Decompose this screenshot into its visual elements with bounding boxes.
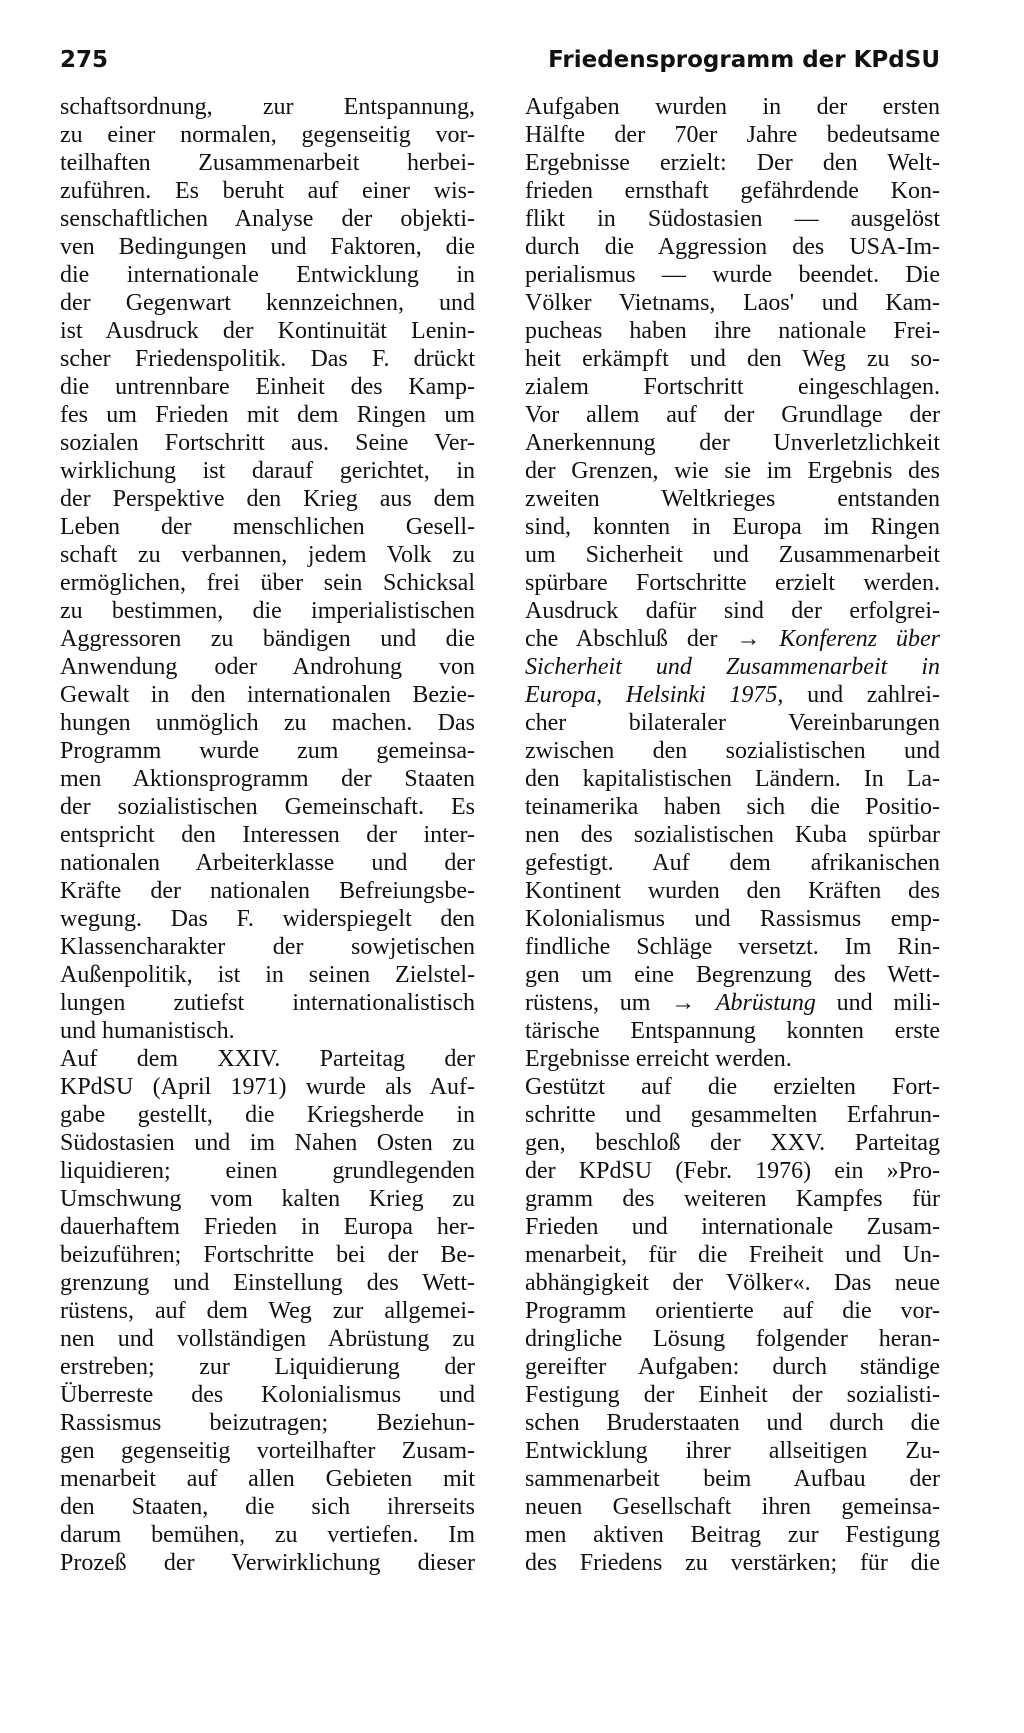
text-line: beizuführen; Fortschritte bei der Be- xyxy=(60,1242,475,1268)
text-line: gefestigt. Auf dem afrikanischen xyxy=(525,850,940,876)
text-line: um Sicherheit und Zusammenarbeit xyxy=(525,542,940,568)
text-line: neuen Gesellschaft ihren gemeinsa- xyxy=(525,1494,940,1520)
text-line: der Grenzen, wie sie im Ergebnis des xyxy=(525,458,940,484)
text-line: Hälfte der 70er Jahre bedeutsame xyxy=(525,122,940,148)
text-line: frieden ernsthaft gefährdende Kon- xyxy=(525,178,940,204)
text-line: Entwicklung ihrer allseitigen Zu- xyxy=(525,1438,940,1464)
text-line: KPdSU (April 1971) wurde als Auf- xyxy=(60,1074,475,1100)
text-line xyxy=(525,681,940,709)
text-line: schaftsordnung, zur Entspannung, xyxy=(60,94,475,120)
cross-reference-text: Abrüstung xyxy=(715,990,816,1016)
text-line: scher Friedenspolitik. Das F. drückt xyxy=(60,346,475,372)
text-line: gen um eine Begrenzung des Wett- xyxy=(525,962,940,988)
text-column-right xyxy=(525,93,940,1577)
page-header xyxy=(60,40,940,80)
text-line: ven Bedingungen und Faktoren, die xyxy=(60,234,475,260)
text-line: gabe gestellt, die Kriegsherde in xyxy=(60,1102,475,1128)
text-segment: und mili- xyxy=(815,990,940,1016)
text-line: Gestützt auf die erzielten Fort- xyxy=(525,1074,940,1100)
text-line: schaft zu verbannen, jedem Volk zu xyxy=(60,542,475,568)
text-line: nen und vollständigen Abrüstung zu xyxy=(60,1326,475,1352)
text-line: die untrennbare Einheit des Kamp- xyxy=(60,374,475,400)
text-line: cher bilateraler Vereinbarungen xyxy=(525,710,940,736)
text-line: des Friedens zu verstärken; für die xyxy=(525,1550,940,1576)
text-line: Umschwung vom kalten Krieg zu xyxy=(60,1186,475,1212)
text-line: die internationale Entwicklung in xyxy=(60,262,475,288)
text-line xyxy=(525,653,940,681)
text-segment: und zahlrei- xyxy=(783,682,940,708)
text-line: grenzung und Einstellung des Wett- xyxy=(60,1270,475,1296)
text-line: Programm orientierte auf die vor- xyxy=(525,1298,940,1324)
text-line: senschaftlichen Analyse der objekti- xyxy=(60,206,475,232)
text-line: teilhaften Zusammenarbeit herbei- xyxy=(60,150,475,176)
text-line: Programm wurde zum gemeinsa- xyxy=(60,738,475,764)
text-line: nationalen Arbeiterklasse und der xyxy=(60,850,475,876)
text-line: dauerhaftem Frieden in Europa her- xyxy=(60,1214,475,1240)
text-line: Prozeß der Verwirklichung dieser xyxy=(60,1550,475,1576)
text-segment: rüstens, um → xyxy=(525,990,716,1016)
text-line: sind, konnten in Europa im Ringen xyxy=(525,514,940,540)
running-head: Friedensprogramm der KPdSU xyxy=(548,47,940,73)
text-line: liquidieren; einen grundlegenden xyxy=(60,1158,475,1184)
text-line xyxy=(525,989,940,1017)
text-line: Klassencharakter der sowjetischen xyxy=(60,934,475,960)
text-line: Völker Vietnams, Laos' und Kam- xyxy=(525,290,940,316)
text-segment: che Abschluß der → xyxy=(525,626,780,652)
text-line: Ergebnisse erreicht werden. xyxy=(525,1046,792,1072)
text-line: tärische Entspannung konnten erste xyxy=(525,1018,940,1044)
cross-reference-text: Europa, Helsinki 1975, xyxy=(525,682,784,708)
text-line: wegung. Das F. widerspiegelt den xyxy=(60,906,475,932)
text-line: entspricht den Interessen der inter- xyxy=(60,822,475,848)
text-line: Frieden und internationale Zusam- xyxy=(525,1214,940,1240)
text-line: hungen unmöglich zu machen. Das xyxy=(60,710,475,736)
text-line: zialem Fortschritt eingeschlagen. xyxy=(525,374,940,400)
text-line: ermöglichen, frei über sein Schicksal xyxy=(60,570,475,596)
dictionary-page xyxy=(60,40,940,1700)
text-line: zu einer normalen, gegenseitig vor- xyxy=(60,122,475,148)
text-line: zu bestimmen, die imperialistischen xyxy=(60,598,475,624)
text-line: schritte und gesammelten Erfahrun- xyxy=(525,1102,940,1128)
text-line: Anwendung oder Androhung von xyxy=(60,654,475,680)
text-column-left xyxy=(60,93,475,1577)
text-line: Außenpolitik, ist in seinen Zielstel- xyxy=(60,962,475,988)
text-line: Kolonialismus und Rassismus emp- xyxy=(525,906,940,932)
text-line: fes um Frieden mit dem Ringen um xyxy=(60,402,475,428)
text-line: Auf dem XXIV. Parteitag der xyxy=(60,1046,475,1072)
text-line: darum bemühen, zu vertiefen. Im xyxy=(60,1522,475,1548)
text-line: Rassismus beizutragen; Beziehun- xyxy=(60,1410,475,1436)
text-line: findliche Schläge versetzt. Im Rin- xyxy=(525,934,940,960)
text-line: schen Bruderstaaten und durch die xyxy=(525,1410,940,1436)
text-line: Ausdruck dafür sind der erfolgrei- xyxy=(525,598,940,624)
text-line: teinamerika haben sich die Positio- xyxy=(525,794,940,820)
text-line: Aggressoren zu bändigen und die xyxy=(60,626,475,652)
text-line: abhängigkeit der Völker«. Das neue xyxy=(525,1270,940,1296)
text-line: Südostasien und im Nahen Osten zu xyxy=(60,1130,475,1156)
text-line: Kräfte der nationalen Befreiungsbe- xyxy=(60,878,475,904)
text-line: zweiten Weltkrieges entstanden xyxy=(525,486,940,512)
text-line: wirklichung ist darauf gerichtet, in xyxy=(60,458,475,484)
text-line: menarbeit auf allen Gebieten mit xyxy=(60,1466,475,1492)
text-line: zwischen den sozialistischen und xyxy=(525,738,940,764)
text-line: spürbare Fortschritte erzielt werden. xyxy=(525,570,940,596)
text-line: gen gegenseitig vorteilhafter Zusam- xyxy=(60,1438,475,1464)
text-line: sammenarbeit beim Aufbau der xyxy=(525,1466,940,1492)
text-line: ist Ausdruck der Kontinuität Lenin- xyxy=(60,318,475,344)
cross-reference-text: Sicherheit und Zusammenarbeit in xyxy=(525,654,940,680)
text-line: Aufgaben wurden in der ersten xyxy=(525,94,940,120)
text-line: dringliche Lösung folgender heran- xyxy=(525,1326,940,1352)
text-line: Gewalt in den internationalen Bezie- xyxy=(60,682,475,708)
text-line: erstreben; zur Liquidierung der xyxy=(60,1354,475,1380)
text-line: lungen zutiefst internationalistisch xyxy=(60,990,475,1016)
text-line: nen des sozialistischen Kuba spürbar xyxy=(525,822,940,848)
text-line: heit erkämpft und den Weg zu so- xyxy=(525,346,940,372)
text-line: der Perspektive den Krieg aus dem xyxy=(60,486,475,512)
text-line: durch die Aggression des USA-Im- xyxy=(525,234,940,260)
text-line: Anerkennung der Unverletzlichkeit xyxy=(525,430,940,456)
text-line: Vor allem auf der Grundlage der xyxy=(525,402,940,428)
text-line: den Staaten, die sich ihrerseits xyxy=(60,1494,475,1520)
text-line: gereifter Aufgaben: durch ständige xyxy=(525,1354,940,1380)
text-line: der Gegenwart kennzeichnen, und xyxy=(60,290,475,316)
text-line: Kontinent wurden den Kräften des xyxy=(525,878,940,904)
text-line: der KPdSU (Febr. 1976) ein »Pro- xyxy=(525,1158,940,1184)
text-line: der sozialistischen Gemeinschaft. Es xyxy=(60,794,475,820)
text-line: sozialen Fortschritt aus. Seine Ver- xyxy=(60,430,475,456)
text-line: Überreste des Kolonialismus und xyxy=(60,1382,475,1408)
cross-reference-text: Konferenz über xyxy=(779,626,940,652)
text-line: gen, beschloß der XXV. Parteitag xyxy=(525,1130,940,1156)
text-line: pucheas haben ihre nationale Frei- xyxy=(525,318,940,344)
text-line: men Aktionsprogramm der Staaten xyxy=(60,766,475,792)
text-line: menarbeit, für die Freiheit und Un- xyxy=(525,1242,940,1268)
text-line: men aktiven Beitrag zur Festigung xyxy=(525,1522,940,1548)
text-line: rüstens, auf dem Weg zur allgemei- xyxy=(60,1298,475,1324)
text-line xyxy=(525,625,940,653)
text-line: gramm des weiteren Kampfes für xyxy=(525,1186,940,1212)
text-line: Ergebnisse erzielt: Der den Welt- xyxy=(525,150,940,176)
text-line: Leben der menschlichen Gesell- xyxy=(60,514,475,540)
text-line: und humanistisch. xyxy=(60,1018,235,1044)
page-number: 275 xyxy=(60,47,109,73)
text-line: perialismus — wurde beendet. Die xyxy=(525,262,940,288)
text-line: Festigung der Einheit der sozialisti- xyxy=(525,1382,940,1408)
text-line: zuführen. Es beruht auf einer wis- xyxy=(60,178,475,204)
text-line: den kapitalistischen Ländern. In La- xyxy=(525,766,940,792)
text-line: flikt in Südostasien — ausgelöst xyxy=(525,206,940,232)
